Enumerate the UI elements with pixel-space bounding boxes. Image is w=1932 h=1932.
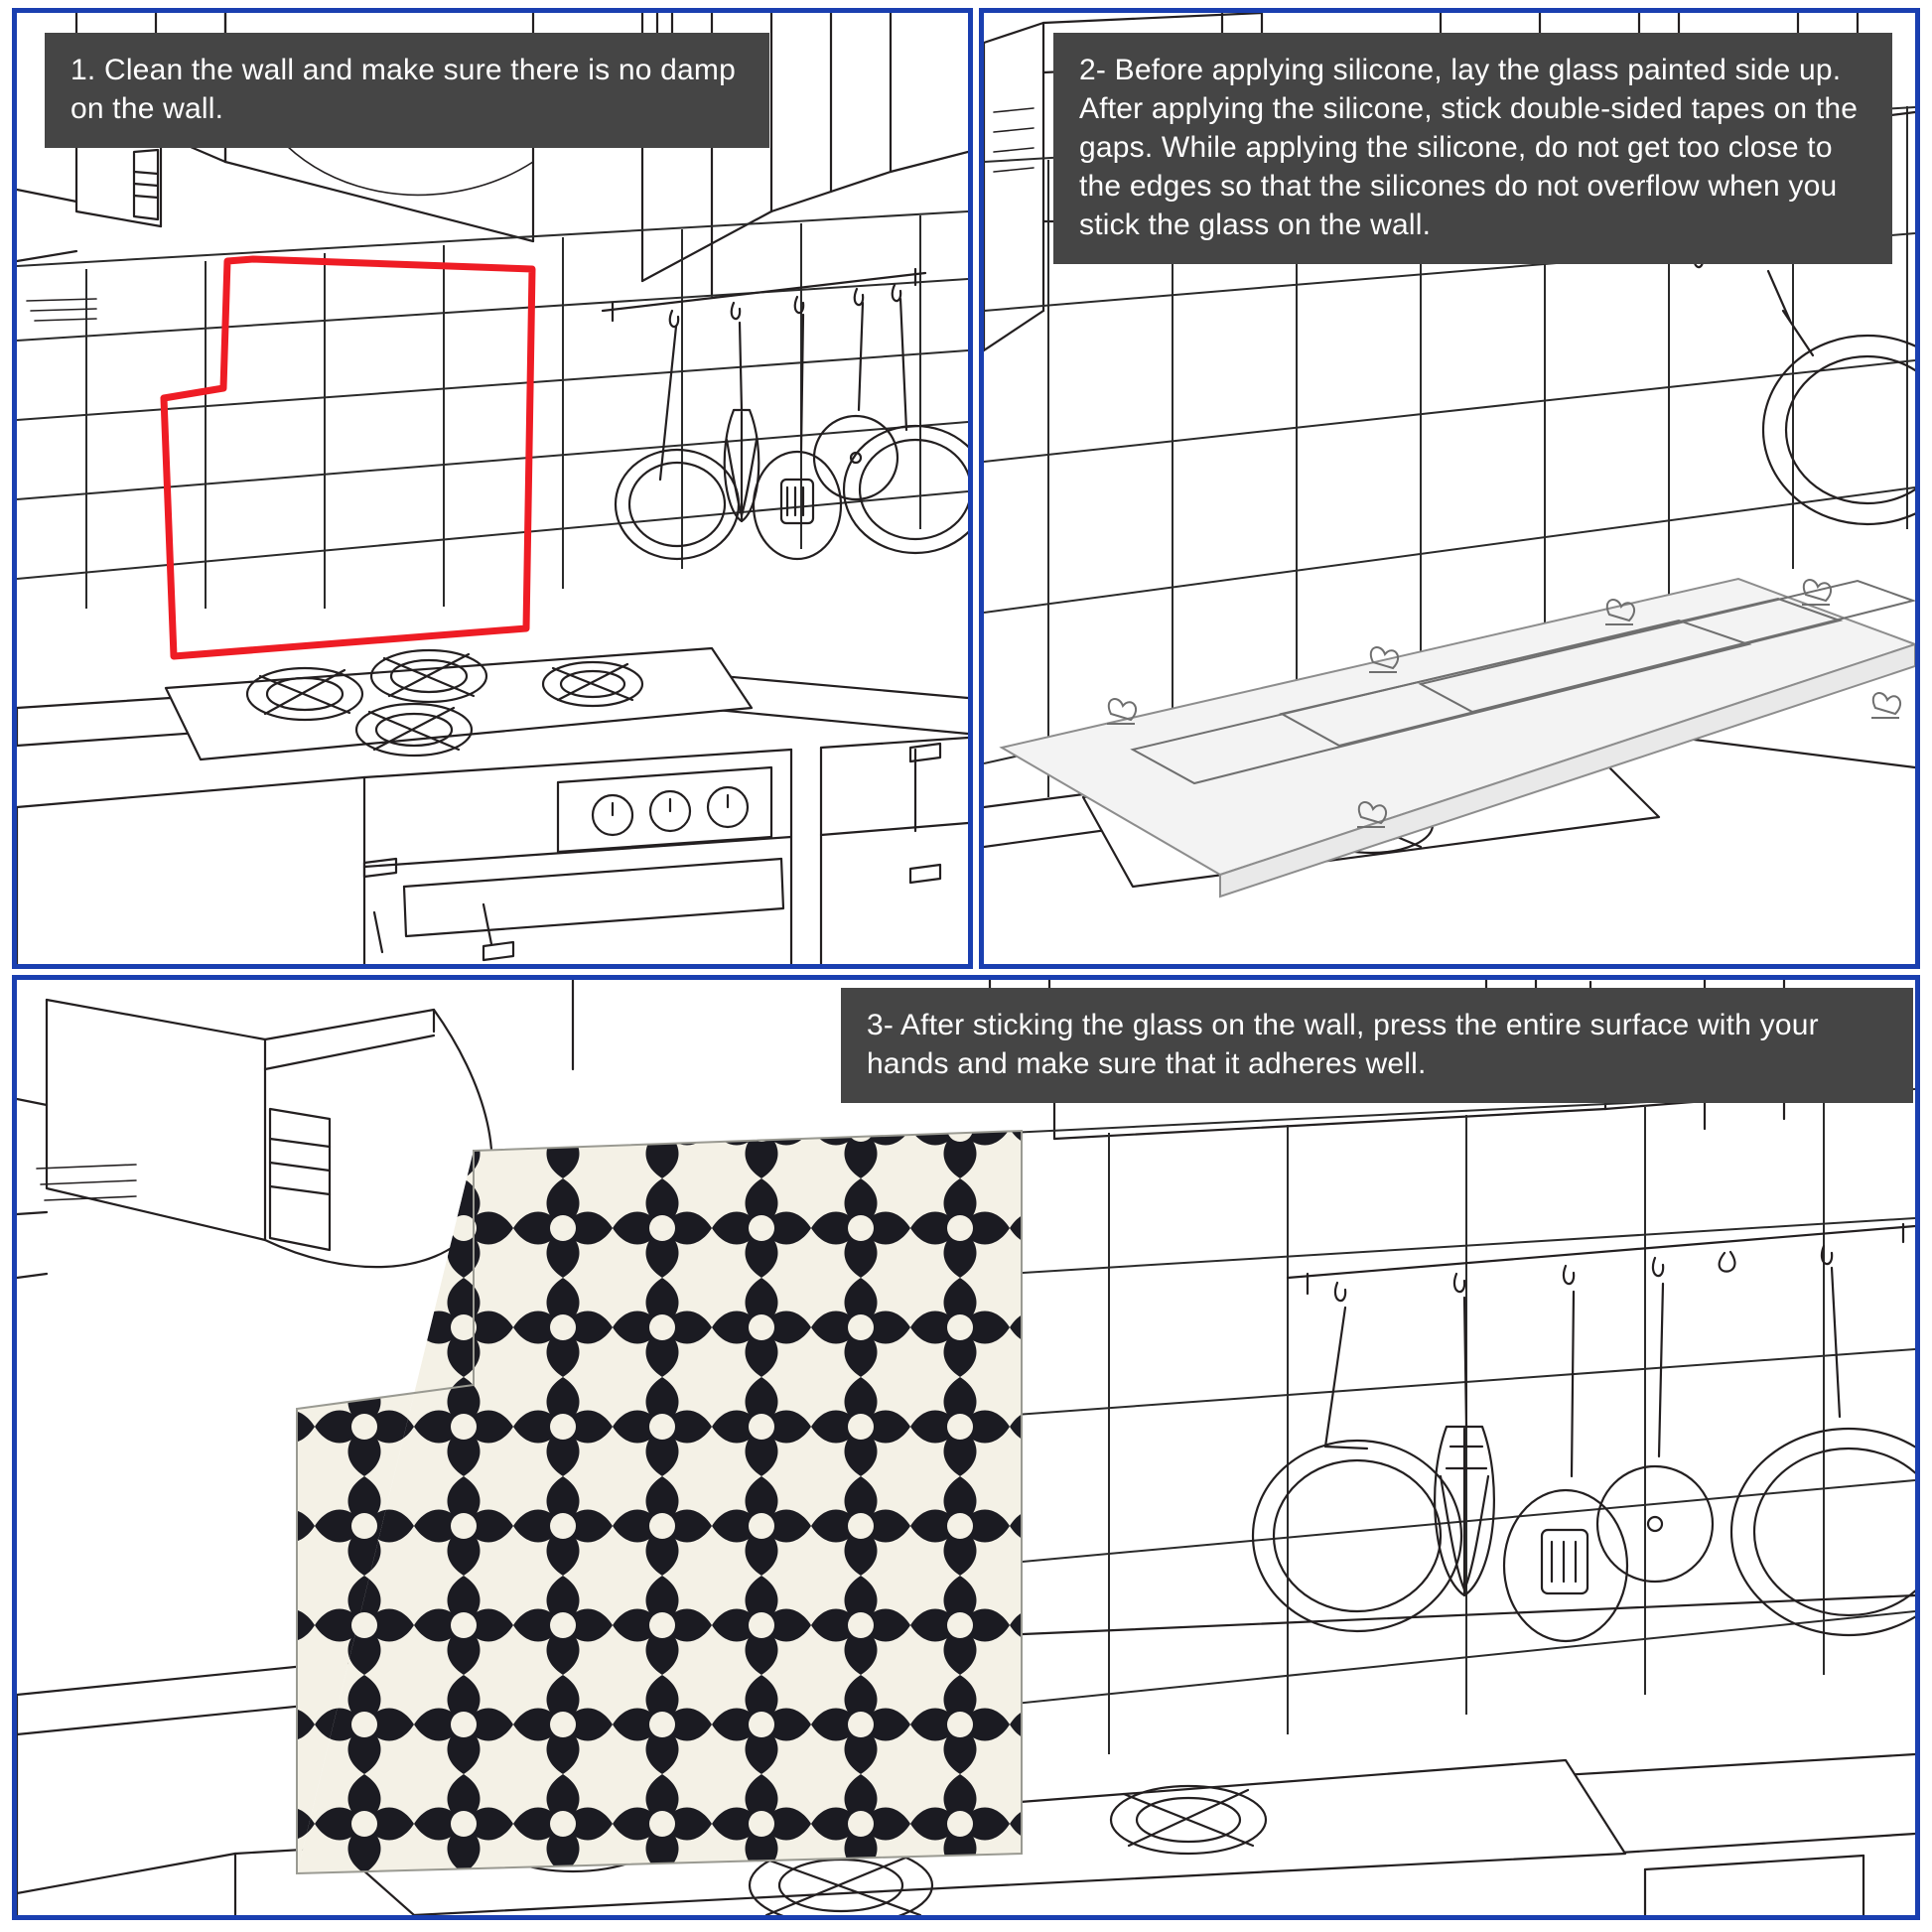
panel-step-3 (12, 975, 1920, 1920)
patterned-glass-mounted-on-wall (17, 980, 1915, 1915)
kitchen-wall-with-measurement-outline (17, 13, 968, 964)
panel-3-lineart (17, 980, 1915, 1915)
panel-step-2 (979, 8, 1920, 969)
caption-step-1: 1. Clean the wall and make sure there is no damp on the wall. (45, 33, 769, 148)
panel-step-1 (12, 8, 973, 969)
panel-1-lineart (17, 13, 968, 964)
caption-step-2: 2- Before applying silicone, lay the glass painted side up. After applying the silicone, stick double-sided tapes on the gaps. While applying the silicone, do not get too close to the edges so that the silicones do not overflow when you stick the glass on the wall. (1053, 33, 1892, 264)
caption-step-3: 3- After sticking the glass on the wall, press the entire surface with your hands and make sure that it adheres well. (841, 988, 1913, 1103)
